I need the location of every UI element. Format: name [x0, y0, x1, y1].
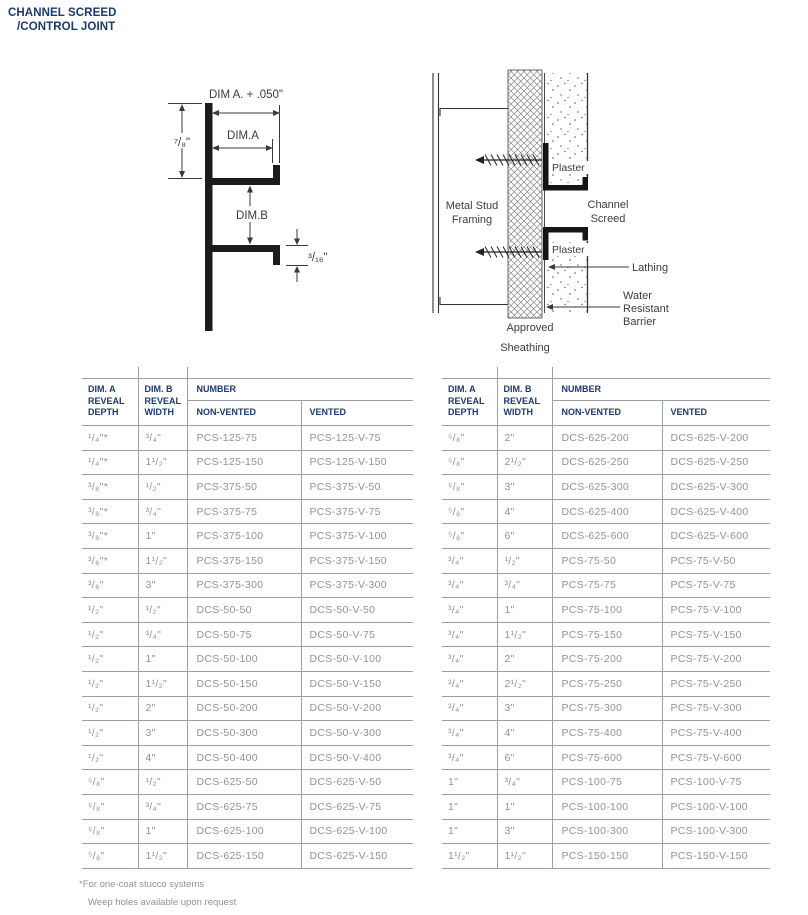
table-cell-b: 1" [497, 794, 552, 819]
table-cell-b: 3" [138, 573, 187, 598]
table-cell-v: PCS-125-V-75 [301, 426, 413, 451]
table-cell-nv: PCS-75-100 [552, 598, 662, 623]
table-row [82, 426, 413, 451]
footnote-stucco: *For one-coat stucco systems [79, 879, 205, 890]
table-row [82, 671, 413, 696]
table-cell-b: ³/₄" [138, 499, 187, 524]
table-cell-a: ¹/₂" [82, 622, 138, 647]
table-cell-a: ³/₈"* [82, 475, 138, 500]
table-cell-nv: DCS-625-400 [552, 499, 662, 524]
table-cell-nv: DCS-50-400 [187, 745, 301, 770]
table-cell-v: PCS-75-V-100 [662, 598, 770, 623]
table-cell-a: ¹/₂" [82, 671, 138, 696]
table-cell-a: ⁵/₈" [82, 844, 138, 869]
table-cell-nv: DCS-50-300 [187, 721, 301, 746]
table-cell-v: PCS-100-V-75 [662, 770, 770, 795]
table-cell-a: ³/₈"* [82, 499, 138, 524]
table-cell-b: 1¹/₂" [497, 622, 552, 647]
table-cell-nv: DCS-625-75 [187, 794, 301, 819]
table-cell-nv: DCS-50-50 [187, 598, 301, 623]
table-cell-nv: DCS-50-75 [187, 622, 301, 647]
col-header-number: NUMBER [552, 379, 770, 401]
table-cell-nv: PCS-375-50 [187, 475, 301, 500]
table-row [82, 598, 413, 623]
table-cell-b: 1" [138, 819, 187, 844]
table-cell-v: PCS-75-V-250 [662, 671, 770, 696]
table-row [442, 794, 770, 819]
table-cell-b: 2" [497, 647, 552, 672]
table-cell-b: 3" [497, 475, 552, 500]
table-cell-nv: PCS-75-600 [552, 745, 662, 770]
table-cell-b: ³/₄" [497, 573, 552, 598]
col-header-dim-b: DIM. B REVEAL WIDTH [497, 379, 552, 426]
label-overall-height: ⁷/₈" [173, 137, 191, 149]
table-cell-a: ¹/₂" [82, 598, 138, 623]
table-cell-v: DCS-625-V-50 [301, 770, 413, 795]
page-title-line1: CHANNEL SCREED [8, 7, 117, 19]
table-cell-v: DCS-50-V-150 [301, 671, 413, 696]
table-cell-a: ¹/₄"* [82, 426, 138, 451]
table-top-tick [138, 367, 139, 378]
label-plaster-lower: Plaster [552, 244, 585, 256]
table-cell-a: ³/₄" [442, 598, 497, 623]
table-cell-a: ³/₄" [442, 647, 497, 672]
table-cell-a: ³/₈" [82, 573, 138, 598]
table-cell-nv: PCS-100-75 [552, 770, 662, 795]
table-cell-b: 1¹/₂" [138, 450, 187, 475]
product-table-left-body [82, 426, 413, 869]
col-header-dim-a: DIM. A REVEAL DEPTH [442, 379, 497, 426]
table-cell-a: ⁵/₈" [442, 450, 497, 475]
page-title-line2: /CONTROL JOINT [17, 20, 116, 33]
product-table-right-body [442, 426, 770, 869]
label-wrb-line2: Resistant [623, 303, 669, 315]
table-row [442, 524, 770, 549]
table-cell-v: PCS-75-V-300 [662, 696, 770, 721]
table-cell-b: ³/₄" [497, 770, 552, 795]
table-cell-nv: DCS-50-100 [187, 647, 301, 672]
table-cell-b: ³/₄" [138, 794, 187, 819]
table-row [442, 721, 770, 746]
table-cell-nv: DCS-625-250 [552, 450, 662, 475]
table-cell-a: ⁵/₈" [442, 499, 497, 524]
label-plaster-upper: Plaster [552, 162, 585, 174]
table-cell-b: 2¹/₂" [497, 450, 552, 475]
table-row [82, 696, 413, 721]
table-cell-a: ⁵/₈" [442, 475, 497, 500]
table-cell-b: 2" [138, 696, 187, 721]
label-sheathing-line2: Sheathing [500, 342, 550, 354]
table-row [82, 573, 413, 598]
table-cell-b: 2¹/₂" [497, 671, 552, 696]
table-row [442, 450, 770, 475]
table-cell-v: PCS-100-V-100 [662, 794, 770, 819]
table-cell-a: ³/₄" [442, 745, 497, 770]
table-cell-nv: DCS-625-600 [552, 524, 662, 549]
col-header-number: NUMBER [187, 379, 413, 401]
table-top-tick [187, 367, 188, 378]
table-cell-a: ³/₄" [442, 622, 497, 647]
label-dim-b: DIM.B [236, 210, 268, 222]
table-cell-b: ³/₄" [138, 622, 187, 647]
table-cell-v: PCS-75-V-600 [662, 745, 770, 770]
table-cell-b: ¹/₂" [138, 770, 187, 795]
sheathing-hatch-graphic [508, 70, 542, 318]
table-cell-b: ¹/₂" [138, 475, 187, 500]
table-row [442, 573, 770, 598]
table-cell-v: PCS-150-V-150 [662, 844, 770, 869]
table-top-tick [552, 367, 553, 378]
table-cell-nv: PCS-150-150 [552, 844, 662, 869]
table-row [442, 475, 770, 500]
table-cell-nv: DCS-625-300 [552, 475, 662, 500]
table-cell-nv: DCS-50-150 [187, 671, 301, 696]
table-cell-v: DCS-50-V-400 [301, 745, 413, 770]
table-cell-v: PCS-75-V-400 [662, 721, 770, 746]
table-cell-nv: PCS-75-75 [552, 573, 662, 598]
col-header-vented: VENTED [662, 401, 770, 426]
table-cell-b: 3" [138, 721, 187, 746]
table-cell-v: PCS-75-V-200 [662, 647, 770, 672]
table-cell-a: ⁵/₈" [442, 524, 497, 549]
label-lathing: Lathing [632, 262, 669, 274]
table-cell-a: ³/₄" [442, 721, 497, 746]
table-cell-v: DCS-50-V-200 [301, 696, 413, 721]
table-cell-v: DCS-625-V-250 [662, 450, 770, 475]
table-cell-a: ⁵/₈" [82, 819, 138, 844]
table-cell-a: ⁵/₈" [442, 426, 497, 451]
table-cell-a: 1¹/₂" [442, 844, 497, 869]
table-cell-b: 3" [497, 819, 552, 844]
table-cell-a: ¹/₂" [82, 745, 138, 770]
table-cell-nv: PCS-75-250 [552, 671, 662, 696]
table-row [82, 450, 413, 475]
table-row [442, 671, 770, 696]
table-cell-v: PCS-100-V-300 [662, 819, 770, 844]
table-cell-b: 4" [497, 499, 552, 524]
label-wrb-line3: Barrier [623, 316, 657, 328]
table-cell-b: 6" [497, 745, 552, 770]
table-cell-a: 1" [442, 794, 497, 819]
label-channel-line1: Channel [587, 199, 629, 211]
table-row [82, 548, 413, 573]
table-cell-b: 6" [497, 524, 552, 549]
table-cell-b: 4" [138, 745, 187, 770]
table-cell-nv: PCS-75-400 [552, 721, 662, 746]
table-cell-nv: PCS-100-100 [552, 794, 662, 819]
table-cell-b: 1¹/₂" [497, 844, 552, 869]
table-cell-nv: PCS-75-150 [552, 622, 662, 647]
table-cell-a: 1" [442, 770, 497, 795]
table-cell-b: 1" [497, 598, 552, 623]
table-cell-a: ³/₄" [442, 671, 497, 696]
table-cell-a: ³/₈"* [82, 548, 138, 573]
table-cell-nv: DCS-625-50 [187, 770, 301, 795]
table-row [82, 499, 413, 524]
label-wrb-line1: Water [623, 290, 652, 302]
table-cell-a: 1" [442, 819, 497, 844]
table-row [82, 475, 413, 500]
col-header-dim-a: DIM. A REVEAL DEPTH [82, 379, 138, 426]
table-row [82, 745, 413, 770]
table-cell-b: 1" [138, 647, 187, 672]
table-cell-b: 3" [497, 696, 552, 721]
table-row [82, 622, 413, 647]
label-dim-a: DIM.A [227, 130, 259, 142]
table-row [442, 770, 770, 795]
table-cell-b: ¹/₂" [497, 548, 552, 573]
table-cell-b: 1¹/₂" [138, 844, 187, 869]
col-header-dim-b: DIM. B REVEAL WIDTH [138, 379, 187, 426]
table-cell-nv: DCS-625-200 [552, 426, 662, 451]
installation-section-diagram [420, 65, 712, 365]
table-cell-v: PCS-125-V-150 [301, 450, 413, 475]
table-cell-b: 4" [497, 721, 552, 746]
col-header-vented: VENTED [301, 401, 413, 426]
table-row [442, 598, 770, 623]
table-row [82, 721, 413, 746]
table-cell-v: DCS-625-V-75 [301, 794, 413, 819]
table-cell-v: DCS-625-V-600 [662, 524, 770, 549]
table-cell-v: DCS-625-V-300 [662, 475, 770, 500]
table-cell-v: DCS-625-V-150 [301, 844, 413, 869]
table-cell-b: ³/₄" [138, 426, 187, 451]
profile-dimension-diagram [130, 82, 412, 340]
table-cell-a: ¹/₂" [82, 647, 138, 672]
page-title [8, 7, 117, 35]
col-header-non-vented: NON-VENTED [187, 401, 301, 426]
label-lip-depth: ³/₁₆" [308, 252, 328, 264]
label-metal-stud-line1: Metal Stud [445, 200, 499, 212]
table-cell-nv: PCS-375-300 [187, 573, 301, 598]
table-row [82, 844, 413, 869]
table-cell-nv: DCS-625-100 [187, 819, 301, 844]
table-cell-v: DCS-625-V-100 [301, 819, 413, 844]
table-row [82, 647, 413, 672]
table-cell-a: ³/₄" [442, 696, 497, 721]
table-cell-v: DCS-625-V-400 [662, 499, 770, 524]
table-row [442, 622, 770, 647]
table-row [442, 844, 770, 869]
product-table-right [442, 378, 770, 869]
table-cell-a: ³/₄" [442, 573, 497, 598]
table-cell-v: DCS-50-V-50 [301, 598, 413, 623]
table-cell-nv: PCS-375-150 [187, 548, 301, 573]
table-row [442, 499, 770, 524]
table-cell-b: 1¹/₂" [138, 671, 187, 696]
table-row [82, 524, 413, 549]
table-cell-nv: PCS-375-100 [187, 524, 301, 549]
footnote-weep-holes: Weep holes available upon request [88, 896, 237, 908]
label-metal-stud-line2: Framing [451, 214, 493, 226]
table-cell-nv: PCS-75-200 [552, 647, 662, 672]
table-cell-a: ⁵/₈" [82, 770, 138, 795]
table-cell-nv: PCS-125-150 [187, 450, 301, 475]
table-cell-v: PCS-75-V-75 [662, 573, 770, 598]
table-cell-v: PCS-375-V-300 [301, 573, 413, 598]
table-cell-v: PCS-75-V-50 [662, 548, 770, 573]
table-cell-nv: PCS-375-75 [187, 499, 301, 524]
table-top-tick [497, 367, 498, 378]
metal-stud-framing-graphic [433, 73, 508, 313]
table-row [442, 548, 770, 573]
table-cell-b: 1" [138, 524, 187, 549]
table-cell-a: ¹/₂" [82, 696, 138, 721]
table-cell-v: DCS-50-V-75 [301, 622, 413, 647]
table-row [442, 426, 770, 451]
table-row [82, 794, 413, 819]
table-row [442, 696, 770, 721]
table-cell-a: ¹/₂" [82, 721, 138, 746]
label-dim-a-overall: DIM A. + .050" [208, 89, 284, 101]
label-sheathing-line1: Approved [506, 322, 554, 334]
table-cell-nv: PCS-75-50 [552, 548, 662, 573]
table-cell-v: DCS-50-V-300 [301, 721, 413, 746]
table-cell-b: 2" [497, 426, 552, 451]
table-cell-v: PCS-375-V-75 [301, 499, 413, 524]
table-cell-nv: DCS-50-200 [187, 696, 301, 721]
table-cell-a: ⁵/₈" [82, 794, 138, 819]
table-cell-a: ³/₄" [442, 548, 497, 573]
table-cell-nv: PCS-75-300 [552, 696, 662, 721]
table-row [82, 770, 413, 795]
table-cell-v: PCS-375-V-150 [301, 548, 413, 573]
table-cell-nv: PCS-100-300 [552, 819, 662, 844]
table-row [442, 745, 770, 770]
table-cell-v: DCS-625-V-200 [662, 426, 770, 451]
table-row [82, 819, 413, 844]
product-table-left [82, 378, 413, 869]
table-cell-v: PCS-375-V-100 [301, 524, 413, 549]
table-cell-b: 1¹/₂" [138, 548, 187, 573]
table-cell-v: PCS-375-V-50 [301, 475, 413, 500]
table-cell-b: ¹/₂" [138, 598, 187, 623]
table-cell-nv: DCS-625-150 [187, 844, 301, 869]
table-cell-v: DCS-50-V-100 [301, 647, 413, 672]
table-cell-a: ¹/₄"* [82, 450, 138, 475]
label-channel-line2: Screed [590, 213, 626, 225]
footnotes [79, 876, 236, 911]
table-cell-v: PCS-75-V-150 [662, 622, 770, 647]
table-row [442, 647, 770, 672]
table-row [442, 819, 770, 844]
table-cell-nv: PCS-125-75 [187, 426, 301, 451]
col-header-non-vented: NON-VENTED [552, 401, 662, 426]
table-cell-a: ³/₈"* [82, 524, 138, 549]
